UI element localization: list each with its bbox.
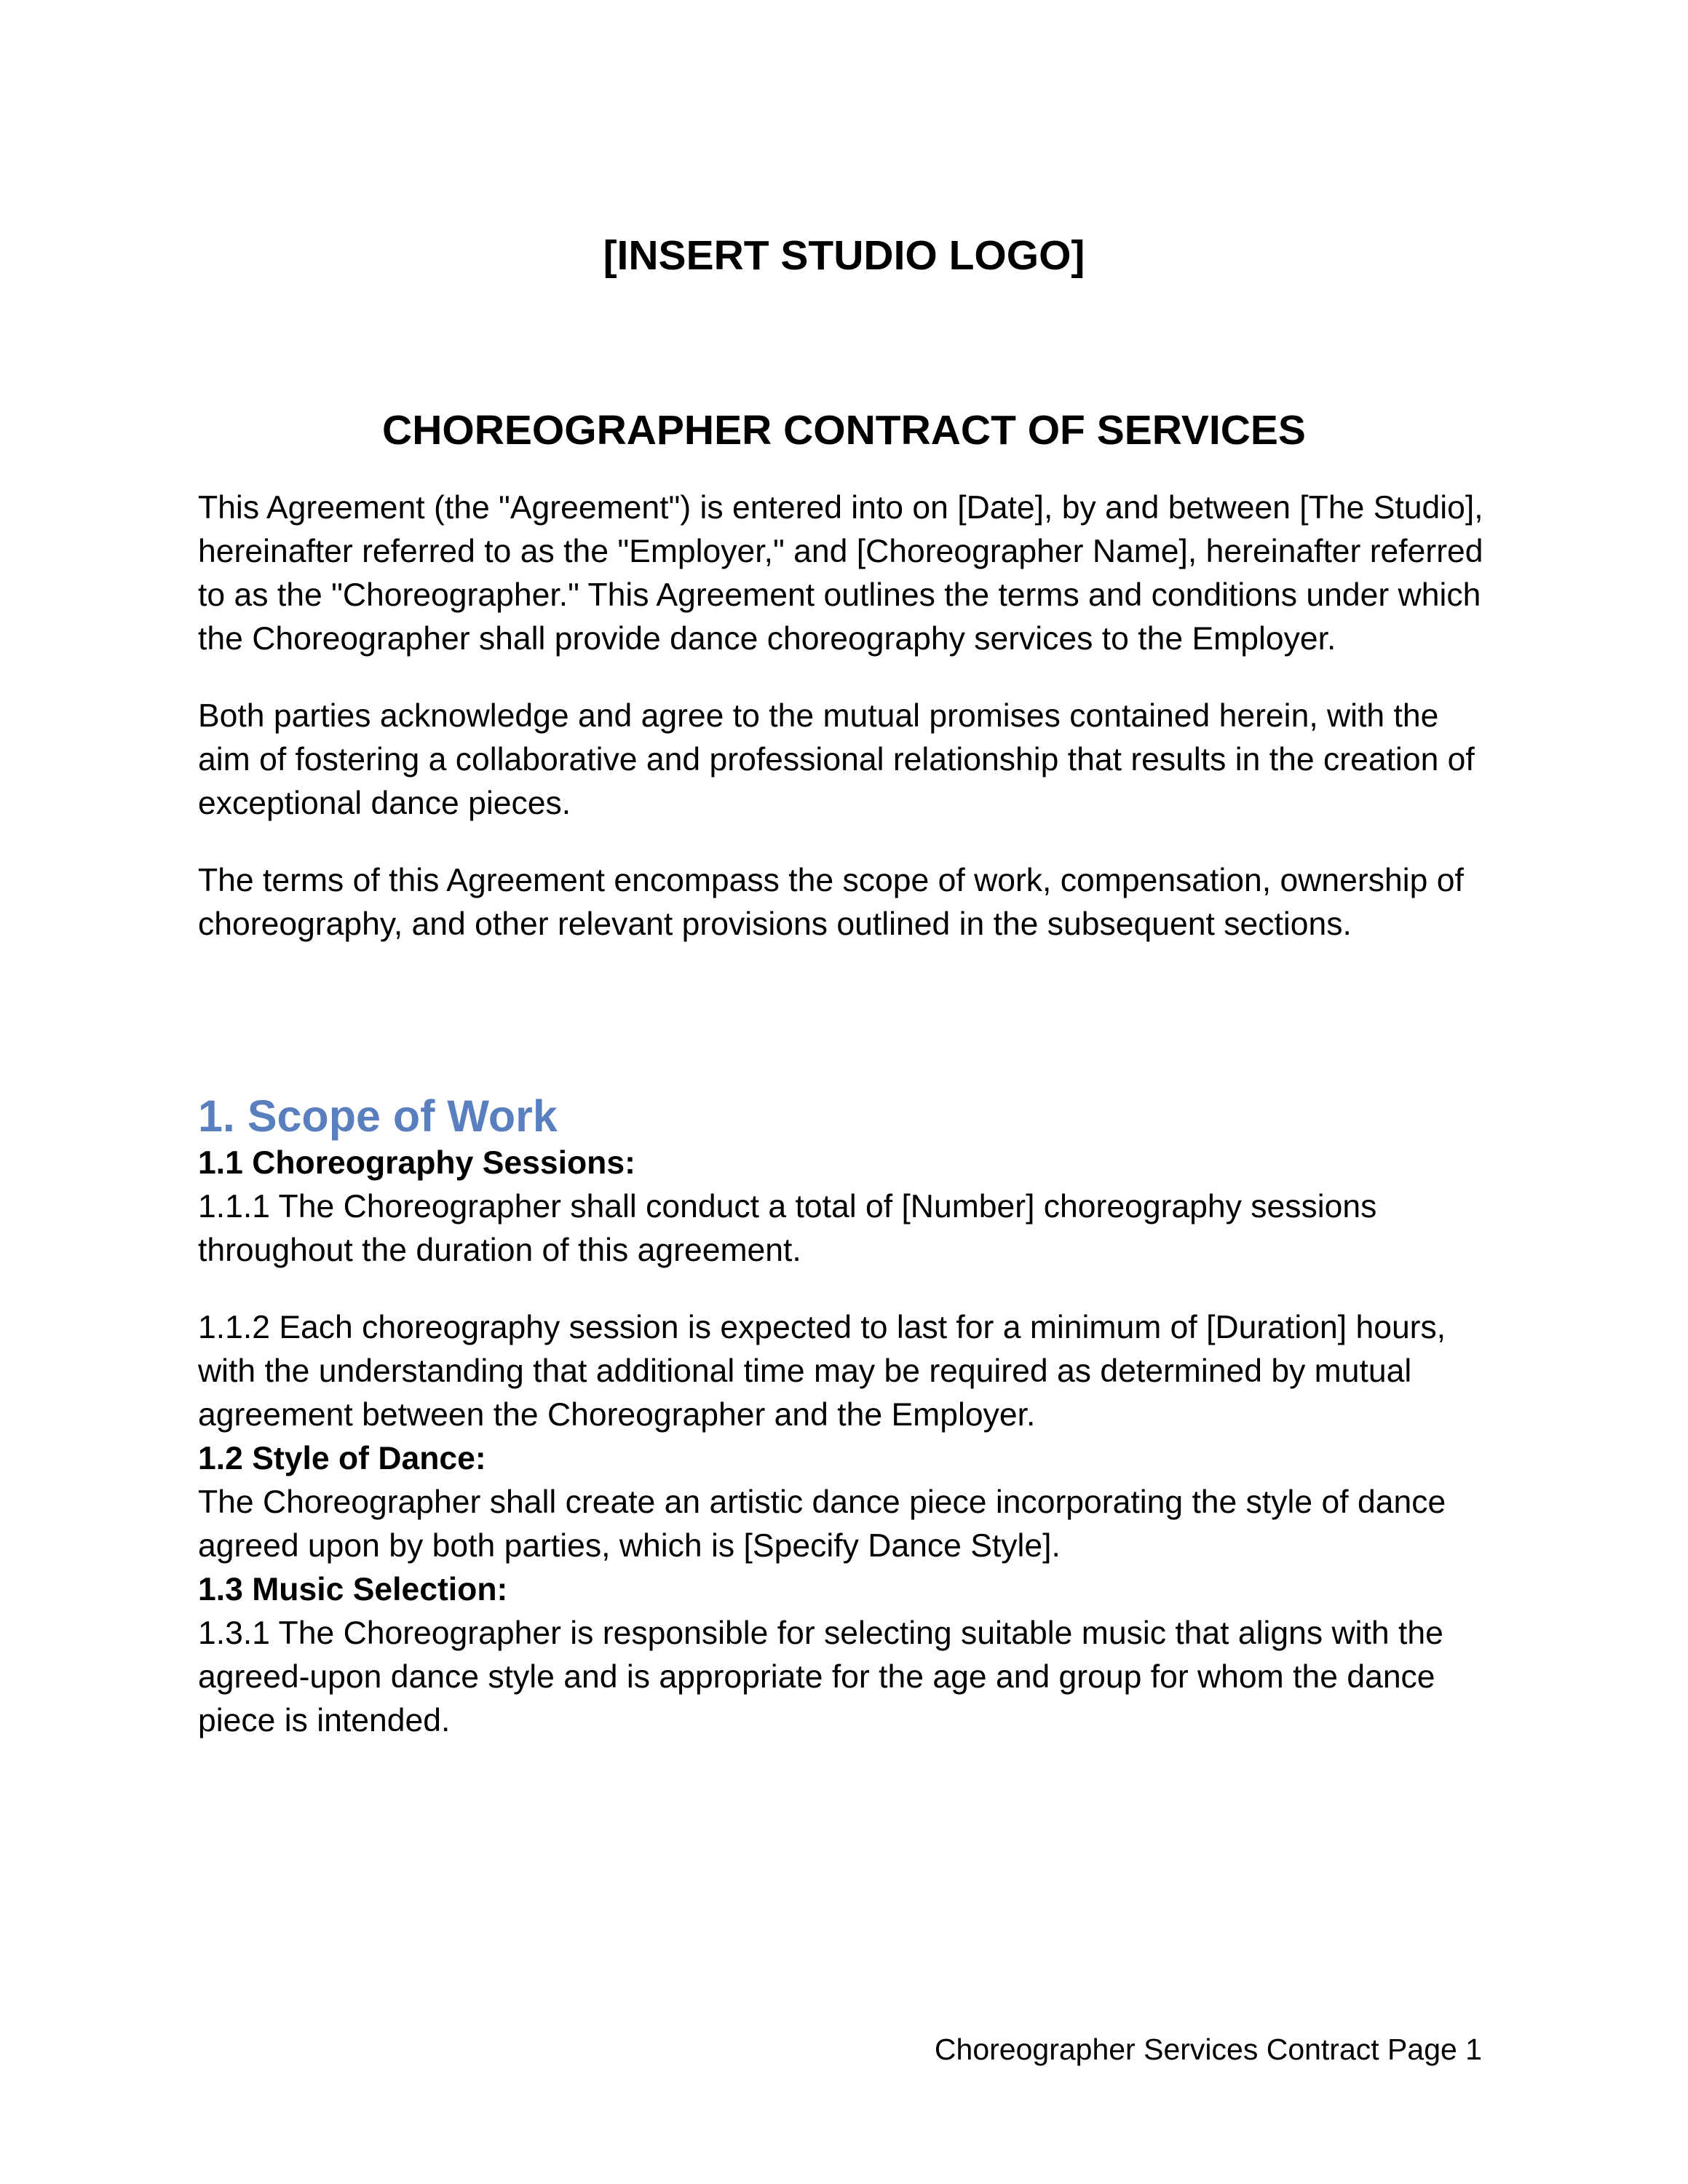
- clause-1-1-2: 1.1.2 Each choreography session is expected to last for a minimum of [Duration] hours, with the understanding that additional time may be required as determined by mutual agreement between the Choreographer and the Employer.: [198, 1310, 1446, 1433]
- clause-1-1-1: 1.1.1 The Choreographer shall conduct a total of [Number] choreography sessions throughout the duration of this agreement.: [198, 1189, 1377, 1268]
- subsection-heading-choreography-sessions: 1.1 Choreography Sessions:: [198, 1145, 635, 1181]
- intro-paragraph-1: This Agreement (the "Agreement") is entered into on [Date], by and between [The Studio], hereinafter referred to as the "Employer," and [Choreographer Name], hereinafter referred to as the "Choreographer." This Agreement outlines the terms and conditions under which the Choreographer shall provide dance choreography services to the Employer.: [198, 490, 1483, 657]
- clause-1-3-1: 1.3.1 The Choreographer is responsible for selecting suitable music that aligns with the agreed-upon dance style and is appropriate for the age and group for whom the dance piece is intended.: [198, 1615, 1443, 1738]
- intro-paragraph-2: Both parties acknowledge and agree to the mutual promises contained herein, with the aim of fostering a collaborative and professional relationship that results in the creation of exceptional dance pieces.: [198, 698, 1475, 821]
- subsection-heading-music-selection: 1.3 Music Selection:: [198, 1572, 508, 1607]
- clause-1-2: The Choreographer shall create an artistic dance piece incorporating the style of dance agreed upon by both parties, which is [Specify Dance Style].: [198, 1484, 1446, 1564]
- subsection-heading-style-of-dance: 1.2 Style of Dance:: [198, 1441, 486, 1476]
- document-title: CHOREOGRAPHER CONTRACT OF SERVICES: [382, 407, 1306, 454]
- page-footer: Choreographer Services Contract Page 1: [934, 2033, 1482, 2066]
- document-body: [198, 486, 1494, 1743]
- section-heading-scope-of-work: 1. Scope of Work: [198, 1091, 558, 1141]
- logo-placeholder: [INSERT STUDIO LOGO]: [603, 232, 1085, 279]
- intro-paragraph-3: The terms of this Agreement encompass the scope of work, compensation, ownership of choreography, and other relevant provisions outlined in the subsequent sections.: [198, 863, 1464, 942]
